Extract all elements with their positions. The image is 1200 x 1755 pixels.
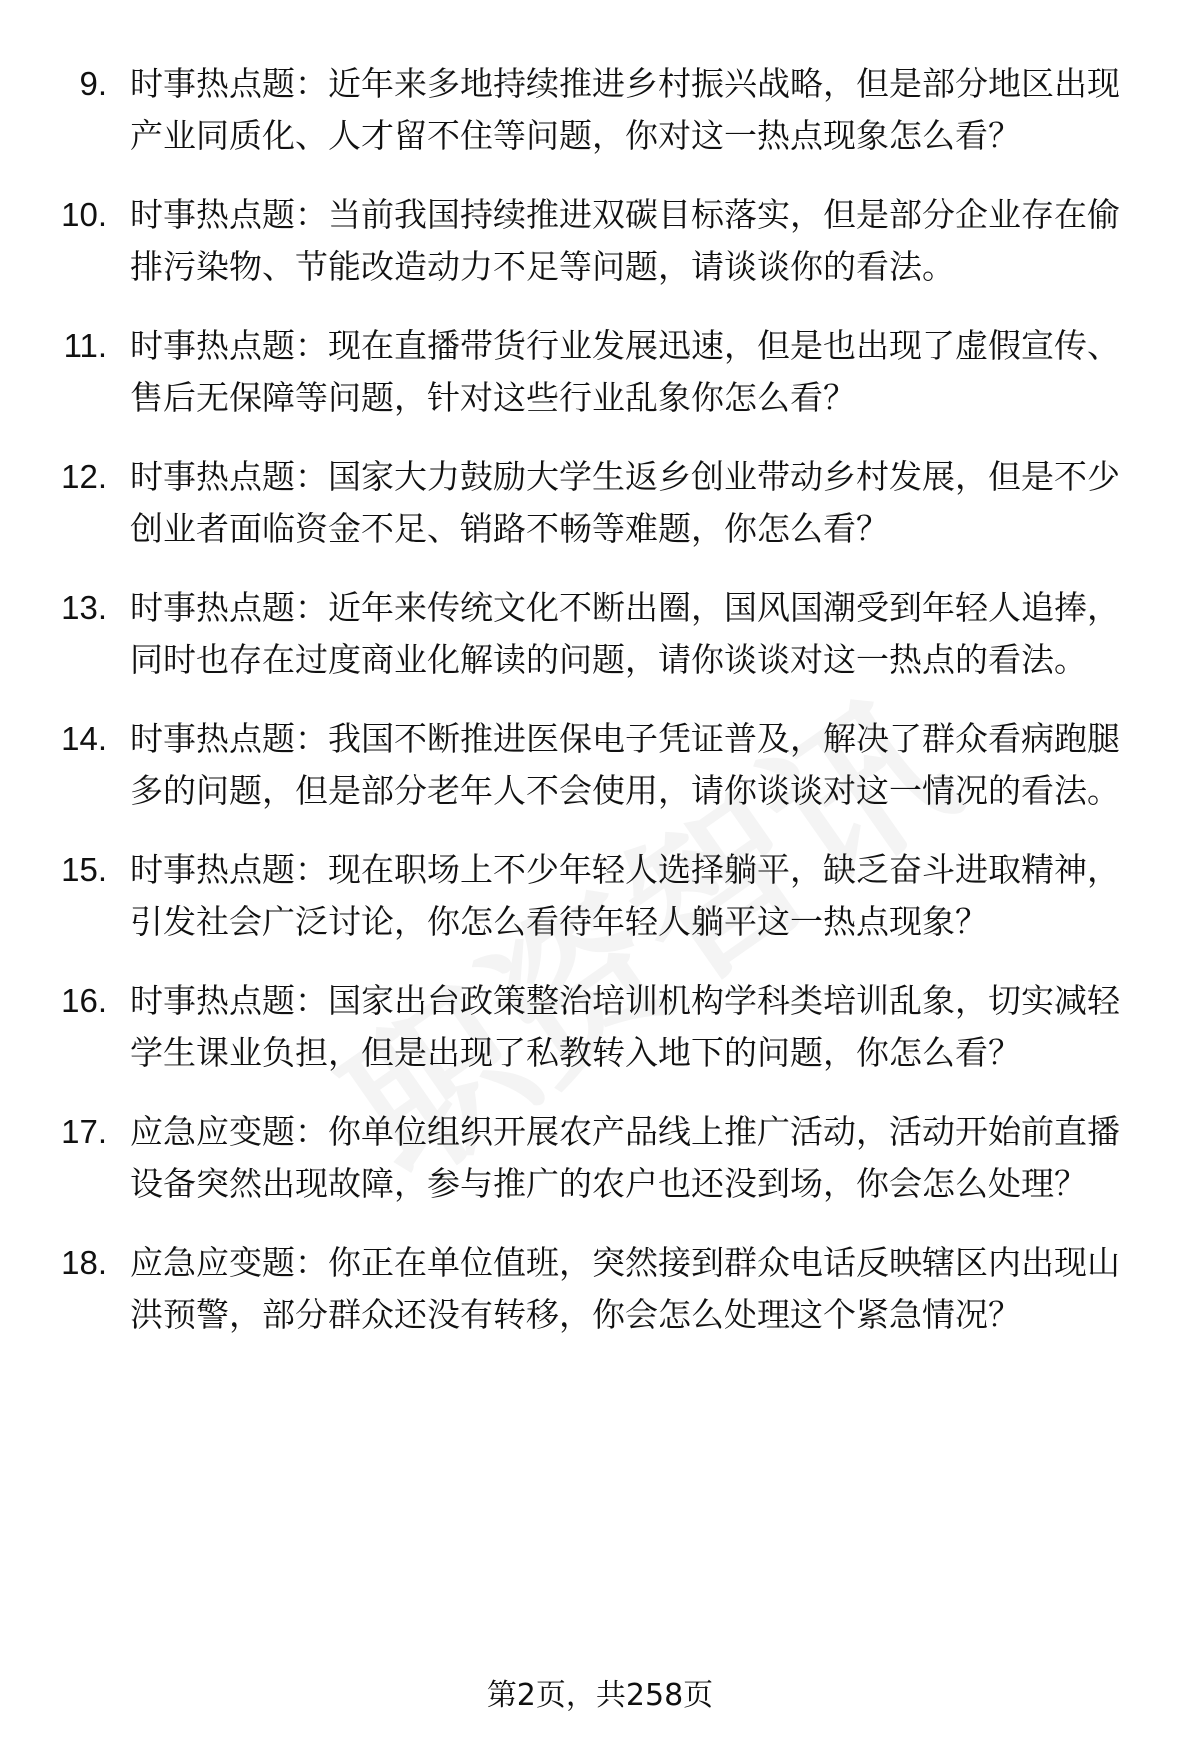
question-text: 应急应变题：你单位组织开展农产品线上推广活动，活动开始前直播设备突然出现故障，参与推广的农户也还没到场，你会怎么处理？: [130, 1112, 1120, 1203]
question-item: [0, 189, 1140, 293]
question-item: [0, 320, 1140, 424]
question-item: [0, 58, 1140, 162]
question-number: 10.: [61, 196, 107, 233]
question-text: 时事热点题：当前我国持续推进双碳目标落实，但是部分企业存在偷排污染物、节能改造动力不足等问题，请谈谈你的看法。: [130, 195, 1120, 286]
question-list: [0, 58, 1200, 1368]
question-item: [0, 582, 1140, 686]
question-text: 时事热点题：我国不断推进医保电子凭证普及，解决了群众看病跑腿多的问题，但是部分老年人不会使用，请你谈谈对这一情况的看法。: [130, 719, 1120, 810]
question-text: 时事热点题：近年来多地持续推进乡村振兴战略，但是部分地区出现产业同质化、人才留不住等问题，你对这一热点现象怎么看？: [130, 64, 1120, 155]
question-item: [0, 713, 1140, 817]
question-number: 14.: [61, 720, 107, 757]
question-text: 时事热点题：现在职场上不少年轻人选择躺平，缺乏奋斗进取精神，引发社会广泛讨论，你怎么看待年轻人躺平这一热点现象？: [130, 850, 1120, 941]
question-number: 9.: [79, 65, 107, 102]
question-item: [0, 844, 1140, 948]
question-number: 13.: [61, 589, 107, 626]
question-text: 时事热点题：现在直播带货行业发展迅速，但是也出现了虚假宣传、售后无保障等问题，针对这些行业乱象你怎么看？: [130, 326, 1120, 417]
page-footer: 第2页，共258页: [486, 1678, 714, 1713]
question-text: 应急应变题：你正在单位值班，突然接到群众电话反映辖区内出现山洪预警，部分群众还没有转移，你会怎么处理这个紧急情况？: [130, 1243, 1120, 1334]
question-item: [0, 1237, 1140, 1341]
question-number: 15.: [61, 851, 107, 888]
question-item: [0, 451, 1140, 555]
question-text: 时事热点题：近年来传统文化不断出圈，国风国潮受到年轻人追捧，同时也存在过度商业化解读的问题，请你谈谈对这一热点的看法。: [130, 588, 1120, 679]
question-text: 时事热点题：国家出台政策整治培训机构学科类培训乱象，切实减轻学生课业负担，但是出现了私教转入地下的问题，你怎么看？: [130, 981, 1120, 1072]
question-item: [0, 975, 1140, 1079]
question-text: 时事热点题：国家大力鼓励大学生返乡创业带动乡村发展，但是不少创业者面临资金不足、销路不畅等难题，你怎么看？: [130, 457, 1120, 548]
question-number: 12.: [61, 458, 107, 495]
question-number: 11.: [63, 327, 107, 364]
question-number: 16.: [61, 982, 107, 1019]
question-number: 17.: [61, 1113, 107, 1150]
question-item: [0, 1106, 1140, 1210]
question-number: 18.: [61, 1244, 107, 1281]
